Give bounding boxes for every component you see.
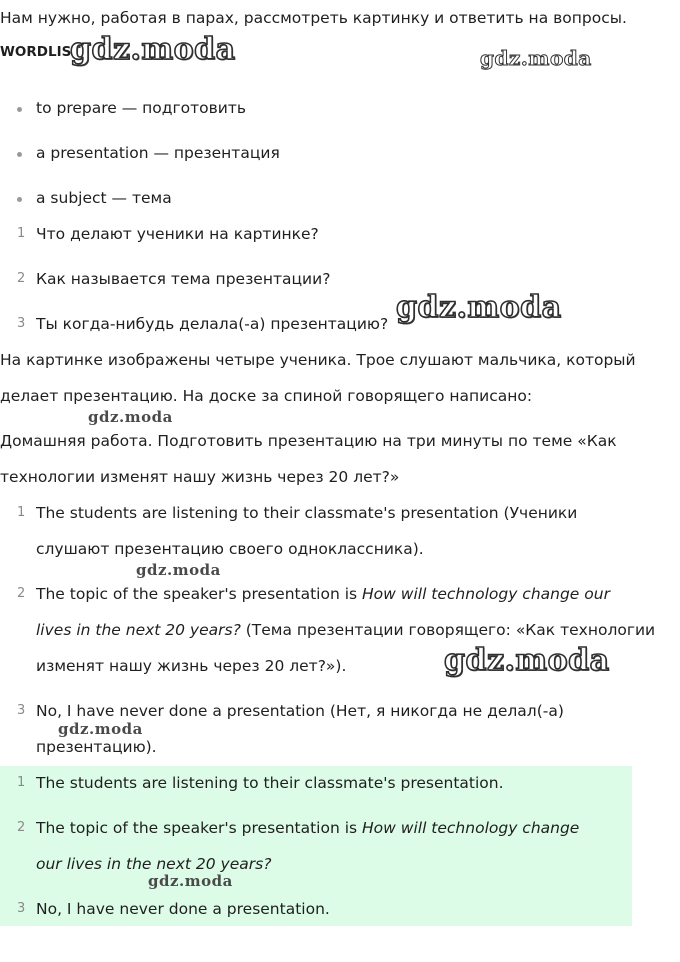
answer-line (36, 584, 610, 604)
wordlist-item: a presentation — презентация (36, 144, 280, 162)
answer-line (36, 620, 655, 640)
answer-text: The topic of the speaker's presentation is (36, 585, 363, 603)
answer-number: 1 (17, 505, 26, 520)
question-item: Ты когда-нибудь делала(-а) презентацию? (36, 315, 389, 333)
short-answer-line (36, 854, 271, 874)
answer-line: No, I have never done a presentation (Нет, я никогда не делал(-а) (36, 702, 564, 720)
watermark: gdz.moda (58, 720, 143, 738)
short-answer-line: The students are listening to their classmate's presentation. (36, 774, 504, 792)
question-number: 2 (17, 271, 26, 286)
presentation-topic: How will technology change our (362, 585, 610, 603)
watermark: gdz.moda (88, 408, 173, 426)
answer-line: презентацию). (36, 738, 157, 756)
watermark: gdz.moda (480, 46, 592, 70)
intro-text: Нам нужно, работая в парах, рассмотреть картинку и ответить на вопросы. (0, 9, 627, 27)
answer-line: The students are listening to their classmate's presentation (Ученики (36, 504, 578, 522)
description-line: делает презентацию. На доске за спиной говорящего написано: (0, 387, 533, 405)
question-number: 1 (17, 226, 26, 241)
answer-number: 3 (17, 901, 26, 916)
presentation-topic: lives in the next 20 years? (36, 621, 241, 639)
watermark: gdz.moda (444, 643, 610, 678)
watermark: gdz.moda (396, 290, 562, 325)
watermark: gdz.moda (136, 561, 221, 579)
answer-line: слушают презентацию своего одноклассника). (36, 540, 424, 558)
question-item: Что делают ученики на картинке? (36, 225, 319, 243)
bullet-dot (17, 152, 22, 157)
wordlist-item: to prepare — подготовить (36, 99, 246, 117)
presentation-topic: our lives in the next 20 years? (36, 855, 272, 873)
short-answer-line (36, 818, 579, 838)
answer-line: изменят нашу жизнь через 20 лет?»). (36, 657, 347, 675)
answer-number: 2 (17, 820, 26, 835)
bullet-dot (17, 197, 22, 202)
description-line: технологии изменят нашу жизнь через 20 лет?» (0, 468, 400, 486)
question-number: 3 (17, 316, 26, 331)
bullet-dot (17, 107, 22, 112)
description-line: На картинке изображены четыре ученика. Трое слушают мальчика, который (0, 351, 636, 369)
wordlist-item: a subject — тема (36, 189, 172, 207)
wordlist-heading: WORDLIST (0, 44, 81, 60)
description-line: Домашняя работа. Подготовить презентацию на три минуты по теме «Как (0, 432, 617, 450)
answer-number: 2 (17, 586, 26, 601)
short-answer-line: No, I have never done a presentation. (36, 900, 330, 918)
question-item: Как называется тема презентации? (36, 270, 331, 288)
answer-number: 1 (17, 775, 26, 790)
answer-text: The topic of the speaker's presentation is (36, 819, 363, 837)
presentation-topic: How will technology change (362, 819, 580, 837)
watermark: gdz.moda (148, 872, 233, 890)
answer-text: (Тема презентации говорящего: «Как технологии (240, 621, 656, 639)
answer-number: 3 (17, 703, 26, 718)
watermark: gdz.moda (70, 32, 236, 67)
